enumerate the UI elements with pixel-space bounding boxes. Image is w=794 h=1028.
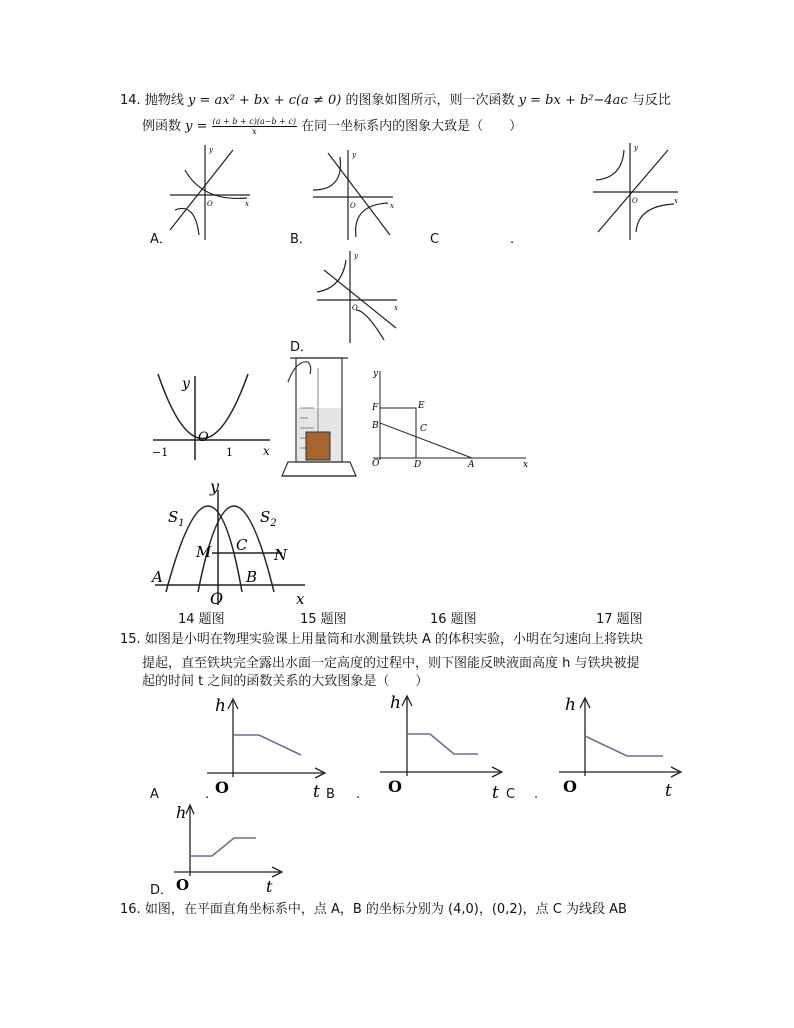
q15-option-d-graph xyxy=(168,800,288,895)
q14-option-c[interactable]: C xyxy=(430,232,440,247)
q15-line1: 15. 如图是小明在物理实验课上用量筒和水测量铁块 A 的体积实验，小明在匀速向上将铁块 xyxy=(120,632,643,647)
origin-label: O xyxy=(352,304,358,312)
axis-x-label: x xyxy=(390,202,394,210)
caption-fig14: 14 题图 xyxy=(178,612,225,627)
q15-option-d[interactable]: D． xyxy=(150,883,174,898)
label-b: B xyxy=(246,568,258,586)
axis-x-label: x xyxy=(674,197,678,205)
q14-line2: 例函数 y = $\frac{(a + b + c)(a-b + c)}{x}$ 在同一坐标系内的图象大致是（ ） xyxy=(142,117,523,136)
origin-label: O xyxy=(176,876,190,894)
graph-line xyxy=(585,736,663,756)
axis-x-label: x xyxy=(245,200,249,208)
label-m: M xyxy=(196,543,212,561)
q15-option-a[interactable]: A xyxy=(150,787,159,802)
axis-y-label: y xyxy=(634,144,638,152)
q15-option-c-dot: . xyxy=(534,787,539,802)
axis-h-label: h xyxy=(390,693,401,713)
axis-y-label: y xyxy=(209,146,213,154)
inverse-fraction: $\frac{(a + b + c)(a-b + c)}{x}$ xyxy=(212,117,296,136)
origin-label: O xyxy=(563,777,577,796)
q15-option-b-dot: . xyxy=(356,787,361,802)
graph-line xyxy=(190,838,256,856)
q14-option-c-graph xyxy=(588,140,683,245)
origin-label: O xyxy=(372,459,380,469)
graph-line xyxy=(407,734,478,754)
q15-option-c-graph xyxy=(545,690,685,800)
label-d: D xyxy=(414,460,422,470)
q14-option-d-graph xyxy=(312,248,402,348)
label-a: A xyxy=(468,460,475,470)
axis-x-label: x xyxy=(296,590,305,608)
axis-y-label: y xyxy=(373,369,379,379)
fig16-figure xyxy=(368,368,528,468)
label-e: E xyxy=(418,401,425,411)
axis-x-label: x xyxy=(394,304,398,312)
axis-t-label: t xyxy=(313,782,320,802)
tick-minus-one: −1 xyxy=(152,446,169,459)
q14-option-a-graph xyxy=(165,140,255,245)
label-a: A xyxy=(152,568,163,586)
q15-line2: 提起，直至铁块完全露出水面一定高度的过程中，则下图能反映液面高度 h 与铁块被提 xyxy=(142,656,640,671)
label-c: C xyxy=(420,424,427,434)
q15-option-c[interactable]: C xyxy=(506,787,516,802)
iron-block xyxy=(306,432,330,460)
origin-label: O xyxy=(388,777,402,796)
q14-option-b[interactable]: B． xyxy=(290,232,312,247)
origin-label: O xyxy=(210,589,224,608)
origin-label: O xyxy=(632,197,638,205)
axis-y-label: y xyxy=(182,376,190,392)
label-f: F xyxy=(372,403,379,413)
q14-line1: 14. 抛物线 y = ax² + bx + c(a ≠ 0) 的图象如图所示，则一次函数 y = bx + b²−4ac 与反比 xyxy=(120,93,671,108)
graph-line xyxy=(233,735,301,755)
fig15-cylinder xyxy=(278,352,358,484)
q15-option-b-graph xyxy=(370,688,510,803)
label-s2: $S_2$ xyxy=(260,508,277,529)
q16-line1: 16. 如图，在平面直角坐标系中，点 A，B 的坐标分别为 (4,0)，(0,2)，点 C 为线段 AB xyxy=(120,902,627,917)
q14-option-a[interactable]: A． xyxy=(150,232,172,247)
tick-one: 1 xyxy=(226,446,233,459)
axis-x-label: x xyxy=(263,444,270,458)
axis-x-label: x xyxy=(523,460,529,470)
origin-label: O xyxy=(198,430,209,445)
caption-fig17: 17 题图 xyxy=(596,612,643,627)
axis-y-label: y xyxy=(354,252,358,260)
caption-fig15: 15 题图 xyxy=(300,612,347,627)
axis-t-label: t xyxy=(266,877,273,896)
label-c: C xyxy=(236,536,248,554)
origin-label: O xyxy=(215,778,229,797)
fig14-parabola xyxy=(150,368,275,463)
axis-y-label: y xyxy=(210,477,220,496)
q15-option-a-graph xyxy=(195,695,330,800)
q15-option-a-dot: . xyxy=(205,787,210,802)
label-n: N xyxy=(274,546,288,564)
axis-h-label: h xyxy=(215,696,226,716)
q14-option-b-graph xyxy=(308,145,398,245)
label-b: B xyxy=(372,421,379,431)
axis-t-label: t xyxy=(665,781,672,801)
axis-h-label: h xyxy=(565,695,576,715)
q15-line3: 起的时间 t 之间的函数关系的大致图象是（ ） xyxy=(142,674,429,689)
origin-label: O xyxy=(350,202,356,210)
q14-option-c-dot: . xyxy=(510,232,515,247)
caption-fig16: 16 题图 xyxy=(430,612,477,627)
fig17-figure xyxy=(150,477,310,608)
origin-label: O xyxy=(207,200,213,208)
q14-option-d[interactable]: D． xyxy=(290,340,314,355)
axis-t-label: t xyxy=(492,783,499,803)
q15-option-b[interactable]: B xyxy=(326,787,335,802)
axis-y-label: y xyxy=(352,151,356,159)
axis-h-label: h xyxy=(176,803,187,822)
label-s1: $S_1$ xyxy=(168,508,185,529)
